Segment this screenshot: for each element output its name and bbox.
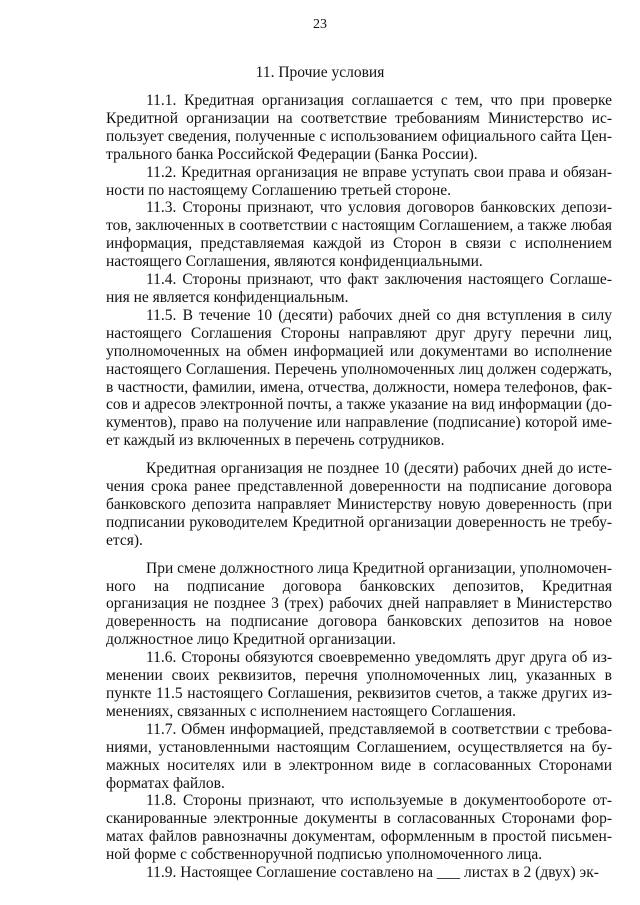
paragraph-11-2: 11.2. Кредитная организация не вправе уступать свои права и обязанности по настоящему Соглашению третьей стороне. — [106, 163, 612, 199]
page-number: 23 — [313, 17, 327, 32]
paragraph-11-3: 11.3. Стороны признают, что условия договоров банковских депозитов, заключенных в соответствии с настоящим Соглашением, а также любая информация, представляемая каждой из Сторон в связи с исполнением настоящего Соглашения, являются конфиденциальными. — [106, 199, 612, 271]
paragraph-11-1: 11.1. Кредитная организация соглашается с тем, что при проверке Кредитной организации на соответствие требованиям Министерство использует сведения, полученные с использованием официального сайта Центрального банка Российской Федерации (Банка России). — [106, 92, 612, 163]
paragraph-11-4: 11.4. Стороны признают, что факт заключения настоящего Соглашения не является конфиденциальным. — [106, 271, 612, 306]
paragraph-power-of-attorney-renewal: Кредитная организация не позднее 10 (десяти) рабочих дней до истечения срока ранее представленной доверенности на подписание договора банковского депозита направляет Министерству новую доверенность (при подписании руководителем Кредитной организации доверенность не требуется). — [106, 460, 612, 549]
paragraph-11-9: 11.9. Настоящее Соглашение составлено на ___ листах в 2 (двух) эк- — [146, 864, 599, 882]
paragraph-11-5: 11.5. В течение 10 (десяти) рабочих дней со дня вступления в силу настоящего Соглашения Стороны направляют друг другу перечни лиц, уполномоченных на обмен информацией или документами во исполнение настоящего Соглашения. Перечень уполномоченных лиц должен содержать, в частности, фамилии, имена, отчества, должности, номера телефонов, факсов и адресов электронной почты, а также указание на вид информации (документов), право на получение или направление (подписание) которой имеет каждый из включенных в перечень сотрудников. — [106, 306, 612, 450]
paragraph-11-7: 11.7. Обмен информацией, представляемой в соответствии с требованиями, установленными настоящим Соглашением, осуществляется на бумажных носителях или в электронном виде в согласованных Сторонами форматах файлов. — [106, 720, 612, 792]
paragraph-11-8: 11.8. Стороны признают, что используемые в документообороте отсканированные электронные документы в согласованных Сторонами форматах файлов равнозначны документам, оформленным в простой письменной форме с собственноручной подписью уполномоченного лица. — [106, 792, 612, 864]
section-title: 11. Прочие условия — [255, 64, 385, 81]
section-body — [106, 92, 612, 882]
paragraph-11-6: 11.6. Стороны обязуются своевременно уведомлять друг друга об изменении своих реквизитов, перечня уполномоченных лиц, указанных в пункте 11.5 настоящего Соглашения, реквизитов счетов, а также других изменениях, связанных с исполнением настоящего Соглашения. — [106, 649, 612, 720]
paragraph-official-change: При смене должностного лица Кредитной организации, уполномоченного на подписание договора банковских депозитов, Кредитная организация не позднее 3 (трех) рабочих дней направляет в Министерство доверенность на подписание договора банковских депозитов на новое должностное лицо Кредитной организации. — [106, 559, 612, 649]
